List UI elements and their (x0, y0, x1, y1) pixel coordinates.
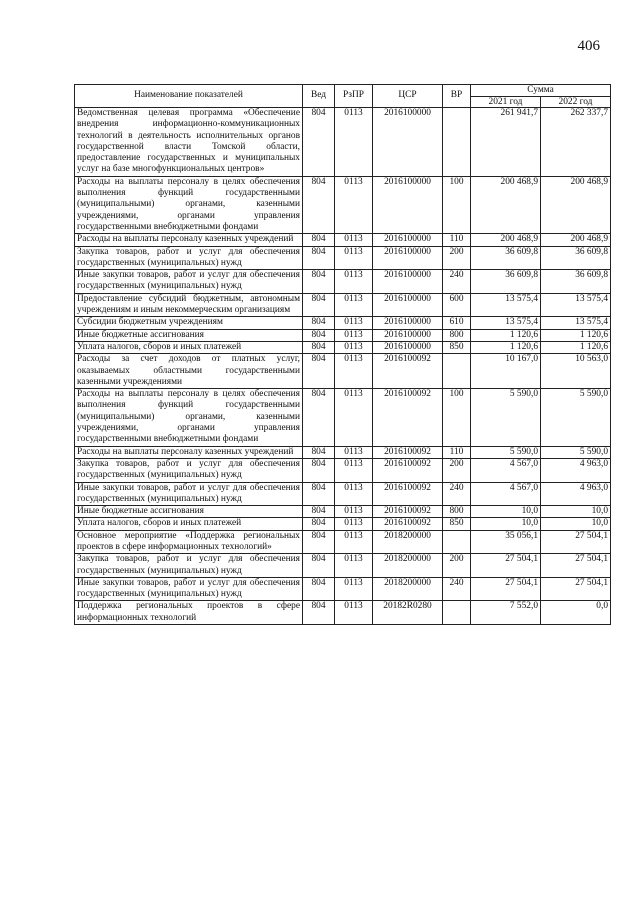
cell-name: Иные бюджетные ассигнования (75, 329, 303, 341)
cell-amount-2021: 10,0 (471, 506, 541, 518)
table-row (75, 329, 611, 341)
cell-csr: 2016100000 (373, 329, 443, 341)
cell-rzpr: 0113 (335, 234, 373, 246)
cell-name: Иные бюджетные ассигнования (75, 506, 303, 518)
cell-name: Субсидии бюджетным учреждениям (75, 317, 303, 329)
cell-rzpr: 0113 (335, 317, 373, 329)
header-vr: ВР (443, 85, 471, 108)
cell-name: Иные закупки товаров, работ и услуг для обеспечения государственных (муниципальных) нужд (75, 482, 303, 506)
cell-ved: 804 (303, 389, 335, 446)
cell-rzpr: 0113 (335, 530, 373, 554)
cell-rzpr: 0113 (335, 601, 373, 625)
cell-ved: 804 (303, 108, 335, 177)
budget-table (74, 84, 611, 625)
cell-amount-2022: 262 337,7 (541, 108, 611, 177)
cell-csr: 2018200000 (373, 577, 443, 601)
cell-amount-2022: 27 504,1 (541, 554, 611, 578)
cell-vr: 200 (443, 554, 471, 578)
cell-csr: 2018200000 (373, 530, 443, 554)
header-ved: Вед (303, 85, 335, 108)
cell-ved: 804 (303, 270, 335, 294)
cell-amount-2021: 10,0 (471, 518, 541, 530)
cell-amount-2022: 5 590,0 (541, 446, 611, 458)
cell-csr: 2016100000 (373, 108, 443, 177)
cell-amount-2022: 10 563,0 (541, 354, 611, 389)
cell-rzpr: 0113 (335, 506, 373, 518)
cell-vr: 610 (443, 317, 471, 329)
cell-csr: 2016100000 (373, 341, 443, 353)
cell-amount-2022: 1 120,6 (541, 329, 611, 341)
cell-amount-2021: 5 590,0 (471, 446, 541, 458)
table-row (75, 317, 611, 329)
cell-csr: 2016100000 (373, 317, 443, 329)
cell-csr: 2016100092 (373, 506, 443, 518)
cell-amount-2022: 4 963,0 (541, 482, 611, 506)
header-csr: ЦСР (373, 85, 443, 108)
cell-ved: 804 (303, 293, 335, 317)
table-row (75, 108, 611, 177)
table-row (75, 234, 611, 246)
cell-ved: 804 (303, 554, 335, 578)
cell-csr: 2016100000 (373, 293, 443, 317)
cell-rzpr: 0113 (335, 446, 373, 458)
cell-amount-2022: 36 609,8 (541, 270, 611, 294)
cell-ved: 804 (303, 329, 335, 341)
cell-amount-2021: 27 504,1 (471, 577, 541, 601)
cell-amount-2021: 200 468,9 (471, 176, 541, 233)
cell-name: Закупка товаров, работ и услуг для обеспечения государственных (муниципальных) нужд (75, 458, 303, 482)
cell-csr: 2016100092 (373, 446, 443, 458)
cell-csr: 2016100092 (373, 482, 443, 506)
cell-amount-2022: 4 963,0 (541, 458, 611, 482)
cell-name: Иные закупки товаров, работ и услуг для обеспечения государственных (муниципальных) нужд (75, 270, 303, 294)
cell-amount-2022: 13 575,4 (541, 293, 611, 317)
cell-vr: 600 (443, 293, 471, 317)
cell-amount-2022: 200 468,9 (541, 176, 611, 233)
cell-amount-2022: 36 609,8 (541, 246, 611, 270)
cell-name: Закупка товаров, работ и услуг для обеспечения государственных (муниципальных) нужд (75, 246, 303, 270)
cell-vr: 240 (443, 577, 471, 601)
cell-vr: 200 (443, 246, 471, 270)
cell-rzpr: 0113 (335, 341, 373, 353)
cell-ved: 804 (303, 446, 335, 458)
cell-name: Поддержка региональных проектов в сфере информационных технологий (75, 601, 303, 625)
cell-amount-2022: 27 504,1 (541, 530, 611, 554)
table-row (75, 446, 611, 458)
cell-csr: 2018200000 (373, 554, 443, 578)
cell-rzpr: 0113 (335, 293, 373, 317)
table-row (75, 577, 611, 601)
cell-amount-2021: 13 575,4 (471, 293, 541, 317)
cell-csr: 20182R0280 (373, 601, 443, 625)
cell-vr: 100 (443, 389, 471, 446)
cell-amount-2021: 5 590,0 (471, 389, 541, 446)
cell-vr (443, 601, 471, 625)
cell-ved: 804 (303, 246, 335, 270)
cell-name: Иные закупки товаров, работ и услуг для обеспечения государственных (муниципальных) нужд (75, 577, 303, 601)
cell-rzpr: 0113 (335, 389, 373, 446)
cell-rzpr: 0113 (335, 554, 373, 578)
cell-name: Уплата налогов, сборов и иных платежей (75, 341, 303, 353)
cell-amount-2021: 200 468,9 (471, 234, 541, 246)
cell-amount-2021: 35 056,1 (471, 530, 541, 554)
cell-csr: 2016100000 (373, 234, 443, 246)
cell-ved: 804 (303, 176, 335, 233)
cell-amount-2022: 10,0 (541, 518, 611, 530)
cell-vr: 100 (443, 176, 471, 233)
cell-vr: 200 (443, 458, 471, 482)
cell-amount-2021: 1 120,6 (471, 329, 541, 341)
cell-rzpr: 0113 (335, 246, 373, 270)
header-year-2021: 2021 год (471, 96, 541, 108)
table-row (75, 341, 611, 353)
cell-ved: 804 (303, 577, 335, 601)
cell-csr: 2016100000 (373, 176, 443, 233)
cell-ved: 804 (303, 530, 335, 554)
cell-ved: 804 (303, 518, 335, 530)
cell-name: Ведомственная целевая программа «Обеспечение внедрения информационно-коммуникационных технологий в деятельность исполнительных органов государственной власти Томской области, предоставление государственных и муниципальных услуг на базе многофункциональных центров» (75, 108, 303, 177)
table-row (75, 270, 611, 294)
cell-rzpr: 0113 (335, 577, 373, 601)
cell-ved: 804 (303, 482, 335, 506)
table-row (75, 601, 611, 625)
cell-vr: 240 (443, 482, 471, 506)
cell-amount-2022: 13 575,4 (541, 317, 611, 329)
cell-csr: 2016100000 (373, 246, 443, 270)
cell-amount-2021: 10 167,0 (471, 354, 541, 389)
cell-vr (443, 354, 471, 389)
cell-amount-2022: 10,0 (541, 506, 611, 518)
header-name: Наименование показателей (75, 85, 303, 108)
table-row (75, 354, 611, 389)
cell-amount-2021: 4 567,0 (471, 458, 541, 482)
cell-csr: 2016100092 (373, 518, 443, 530)
cell-vr: 850 (443, 518, 471, 530)
cell-amount-2021: 1 120,6 (471, 341, 541, 353)
cell-amount-2021: 36 609,8 (471, 270, 541, 294)
table-row (75, 554, 611, 578)
cell-name: Предоставление субсидий бюджетным, автономным учреждениям и иным некоммерческим организациям (75, 293, 303, 317)
cell-amount-2021: 27 504,1 (471, 554, 541, 578)
cell-name: Расходы на выплаты персоналу казенных учреждений (75, 234, 303, 246)
cell-amount-2021: 36 609,8 (471, 246, 541, 270)
cell-ved: 804 (303, 601, 335, 625)
table-row (75, 482, 611, 506)
cell-name: Расходы на выплаты персоналу в целях обеспечения выполнения функций государственными (муниципальными) органами, казенными учреждениями, органами управления государственными внебюджетными фондами (75, 389, 303, 446)
cell-name: Расходы на выплаты персоналу казенных учреждений (75, 446, 303, 458)
page-number: 406 (577, 38, 600, 54)
cell-vr: 800 (443, 329, 471, 341)
cell-rzpr: 0113 (335, 270, 373, 294)
table-row (75, 530, 611, 554)
header-sum: Сумма (471, 85, 611, 97)
cell-vr: 110 (443, 234, 471, 246)
cell-ved: 804 (303, 354, 335, 389)
cell-ved: 804 (303, 458, 335, 482)
table-header (75, 85, 611, 108)
cell-csr: 2016100092 (373, 354, 443, 389)
cell-vr: 800 (443, 506, 471, 518)
table-row (75, 458, 611, 482)
table-row (75, 293, 611, 317)
cell-name: Расходы на выплаты персоналу в целях обеспечения выполнения функций государственными (муниципальными) органами, казенными учреждениями, органами управления государственными внебюджетными фондами (75, 176, 303, 233)
table-row (75, 389, 611, 446)
cell-vr: 850 (443, 341, 471, 353)
cell-vr (443, 108, 471, 177)
cell-ved: 804 (303, 234, 335, 246)
cell-csr: 2016100000 (373, 270, 443, 294)
cell-amount-2021: 7 552,0 (471, 601, 541, 625)
table-body (75, 108, 611, 625)
header-year-2022: 2022 год (541, 96, 611, 108)
cell-name: Закупка товаров, работ и услуг для обеспечения государственных (муниципальных) нужд (75, 554, 303, 578)
table-row (75, 518, 611, 530)
cell-csr: 2016100092 (373, 389, 443, 446)
cell-csr: 2016100092 (373, 458, 443, 482)
cell-rzpr: 0113 (335, 458, 373, 482)
cell-rzpr: 0113 (335, 176, 373, 233)
table-row (75, 506, 611, 518)
cell-ved: 804 (303, 341, 335, 353)
cell-name: Расходы за счет доходов от платных услуг, оказываемых областными государственными казенными учреждениями (75, 354, 303, 389)
cell-ved: 804 (303, 506, 335, 518)
cell-rzpr: 0113 (335, 329, 373, 341)
cell-amount-2022: 5 590,0 (541, 389, 611, 446)
cell-ved: 804 (303, 317, 335, 329)
table-row (75, 176, 611, 233)
cell-vr (443, 530, 471, 554)
cell-rzpr: 0113 (335, 482, 373, 506)
cell-vr: 240 (443, 270, 471, 294)
cell-name: Уплата налогов, сборов и иных платежей (75, 518, 303, 530)
cell-amount-2021: 13 575,4 (471, 317, 541, 329)
cell-amount-2021: 4 567,0 (471, 482, 541, 506)
cell-rzpr: 0113 (335, 108, 373, 177)
cell-amount-2021: 261 941,7 (471, 108, 541, 177)
cell-amount-2022: 27 504,1 (541, 577, 611, 601)
cell-vr: 110 (443, 446, 471, 458)
cell-amount-2022: 0,0 (541, 601, 611, 625)
cell-rzpr: 0113 (335, 518, 373, 530)
header-rzpr: РзПР (335, 85, 373, 108)
cell-rzpr: 0113 (335, 354, 373, 389)
cell-name: Основное мероприятие «Поддержка региональных проектов в сфере информационных технологий» (75, 530, 303, 554)
cell-amount-2022: 1 120,6 (541, 341, 611, 353)
cell-amount-2022: 200 468,9 (541, 234, 611, 246)
table-row (75, 246, 611, 270)
